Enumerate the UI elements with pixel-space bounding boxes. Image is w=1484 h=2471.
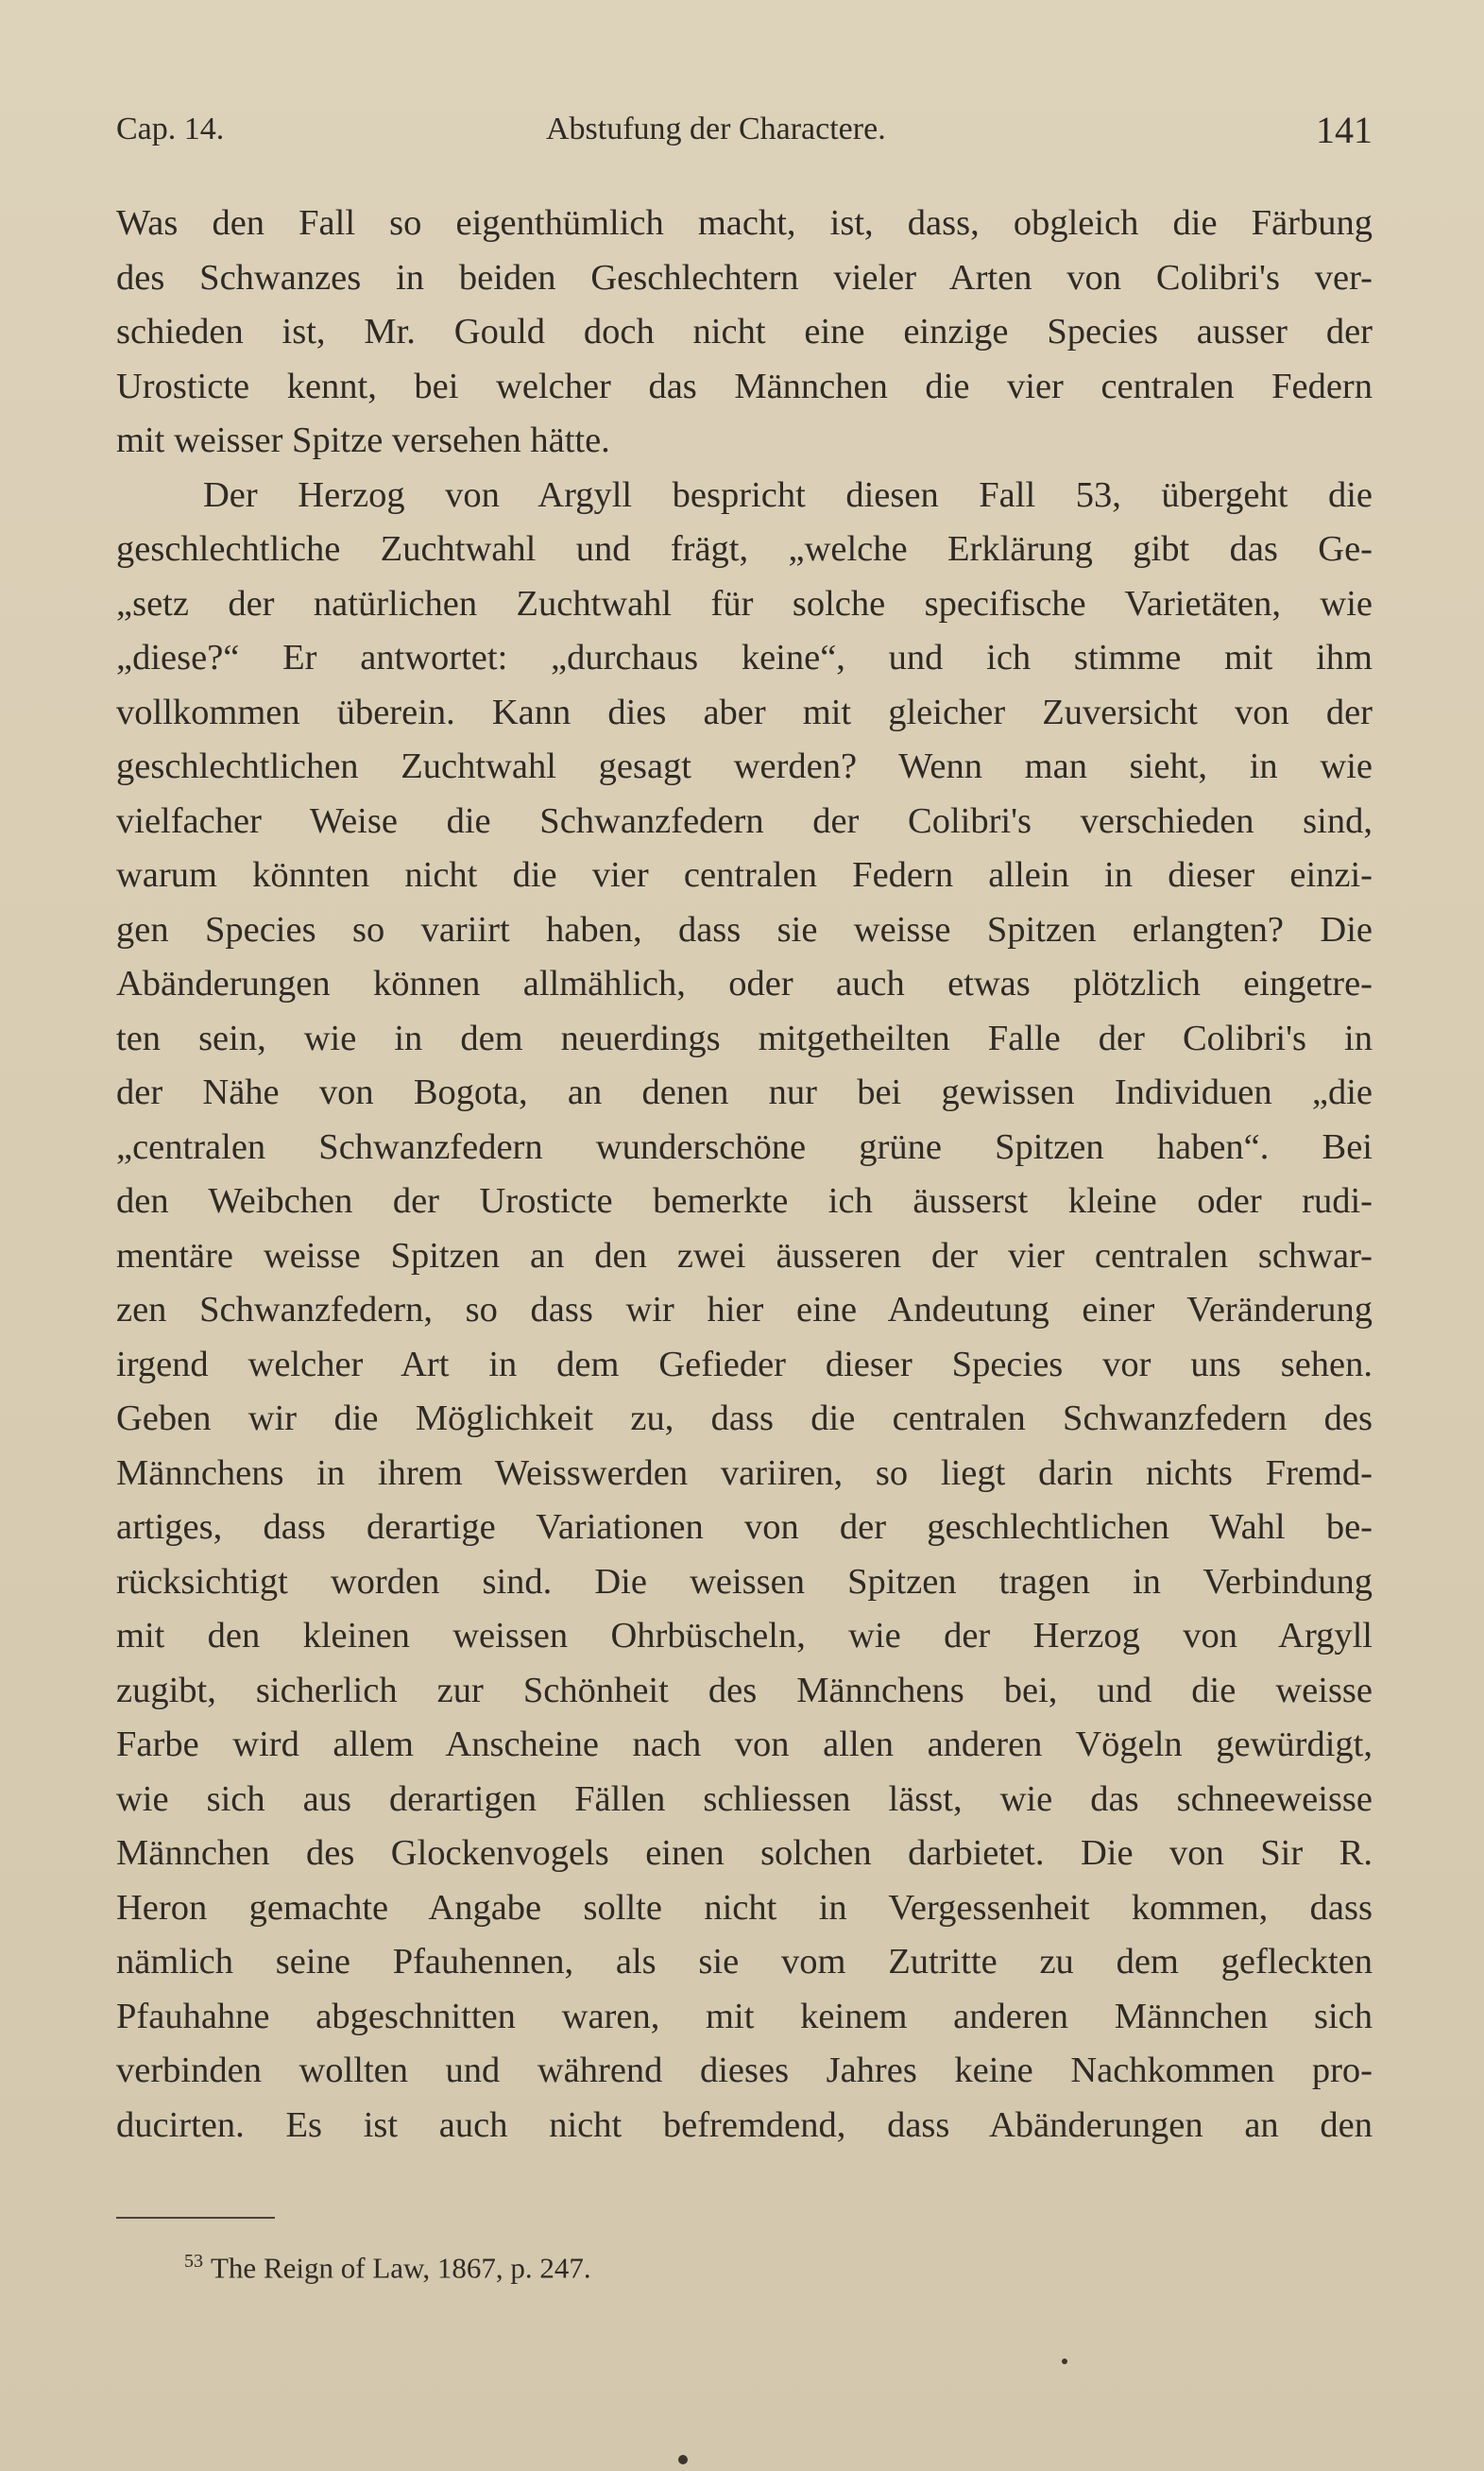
text-line: nämlich seine Pfauhennen, als sie vom Zutritte zu dem gefleckten: [116, 1942, 1373, 1982]
text-line: Männchens in ihrem Weisswerden variiren, so liegt darin nichts Fremd-: [116, 1452, 1373, 1493]
text-line: warum könnten nicht die vier centralen Federn allein in dieser einzi-: [116, 855, 1373, 895]
text-line: der Nähe von Bogota, an denen nur bei gewissen Individuen „die: [116, 1072, 1373, 1112]
text-line: Was den Fall so eigenthümlich macht, ist, dass, obgleich die Färbung: [116, 203, 1373, 243]
text-line: ten sein, wie in dem neuerdings mitgetheilten Falle der Colibri's in: [116, 1018, 1373, 1058]
text-line: den Weibchen der Urosticte bemerkte ich äusserst kleine oder rudi-: [116, 1181, 1373, 1221]
text-line: vielfacher Weise die Schwanzfedern der Colibri's verschieden sind,: [116, 800, 1373, 841]
text-line: gen Species so variirt haben, dass sie weisse Spitzen erlangten? Die: [116, 909, 1373, 950]
text-line: Abänderungen können allmählich, oder auch etwas plötzlich eingetre-: [116, 964, 1373, 1004]
text-line: „centralen Schwanzfedern wunderschöne grüne Spitzen haben“. Bei: [116, 1126, 1373, 1167]
text-line: geschlechtliche Zuchtwahl und frägt, „welche Erklärung gibt das Ge-: [116, 529, 1373, 569]
text-line: verbinden wollten und während dieses Jahres keine Nachkommen pro-: [116, 2051, 1373, 2090]
text-line: schieden ist, Mr. Gould doch nicht eine einzige Species ausser der: [116, 312, 1373, 352]
ink-speck: [1062, 2359, 1067, 2364]
text-line: des Schwanzes in beiden Geschlechtern vieler Arten von Colibri's ver-: [116, 257, 1373, 298]
chapter-label: Cap. 14.: [116, 112, 225, 146]
footnote-text: The Reign of Law, 1867, p. 247.: [211, 2251, 591, 2285]
page-number: 141: [1316, 109, 1373, 151]
ink-speck: [678, 2455, 688, 2464]
text-line: mentäre weisse Spitzen an den zwei äusseren der vier centralen schwar-: [116, 1235, 1373, 1276]
text-line: ducirten. Es ist auch nicht befremdend, dass Abänderungen an den: [116, 2104, 1373, 2145]
text-line: vollkommen überein. Kann dies aber mit gleicher Zuversicht von der: [116, 692, 1373, 732]
text-line: mit weisser Spitze versehen hätte.: [116, 420, 610, 460]
text-line: Heron gemachte Angabe sollte nicht in Vergessenheit kommen, dass: [116, 1887, 1373, 1928]
text-line: Geben wir die Möglichkeit zu, dass die centralen Schwanzfedern des: [116, 1399, 1373, 1438]
footnote-marker: 53: [184, 2251, 203, 2272]
text-line: geschlechtlichen Zuchtwahl gesagt werden? Wenn man sieht, in wie: [116, 746, 1373, 786]
text-line: artiges, dass derartige Variationen von der geschlechtlichen Wahl be-: [116, 1507, 1373, 1547]
text-line: zen Schwanzfedern, so dass wir hier eine Andeutung einer Veränderung: [116, 1290, 1373, 1330]
text-line: „setz der natürlichen Zuchtwahl für solche specifische Varietäten, wie: [116, 583, 1373, 624]
footnote-divider: [116, 2217, 275, 2219]
running-title: Abstufung der Charactere.: [546, 112, 886, 146]
text-line: rücksichtigt worden sind. Die weissen Spitzen tragen in Verbindung: [116, 1561, 1373, 1602]
text-line: zugibt, sicherlich zur Schönheit des Männchens bei, und die weisse: [116, 1670, 1373, 1710]
text-line: Männchen des Glockenvogels einen solchen darbietet. Die von Sir R.: [116, 1833, 1373, 1873]
body-text: [116, 197, 1373, 2153]
text-line: Farbe wird allem Anscheine nach von allen anderen Vögeln gewürdigt,: [116, 1725, 1373, 1764]
text-line: wie sich aus derartigen Fällen schliessen lässt, wie das schneeweisse: [116, 1778, 1373, 1819]
running-header: [116, 109, 1373, 159]
text-line: Urosticte kennt, bei welcher das Männchen die vier centralen Federn: [116, 366, 1373, 406]
footnote: [184, 2251, 591, 2285]
text-line: Pfauhahne abgeschnitten waren, mit keinem anderen Männchen sich: [116, 1996, 1373, 2036]
text-line: irgend welcher Art in dem Gefieder dieser Species vor uns sehen.: [116, 1344, 1373, 1384]
text-line: mit den kleinen weissen Ohrbüscheln, wie der Herzog von Argyll: [116, 1616, 1373, 1656]
text-line: Der Herzog von Argyll bespricht diesen Fall 53, übergeht die: [203, 474, 1373, 515]
text-line: „diese?“ Er antwortet: „durchaus keine“, und ich stimme mit ihm: [116, 638, 1373, 678]
